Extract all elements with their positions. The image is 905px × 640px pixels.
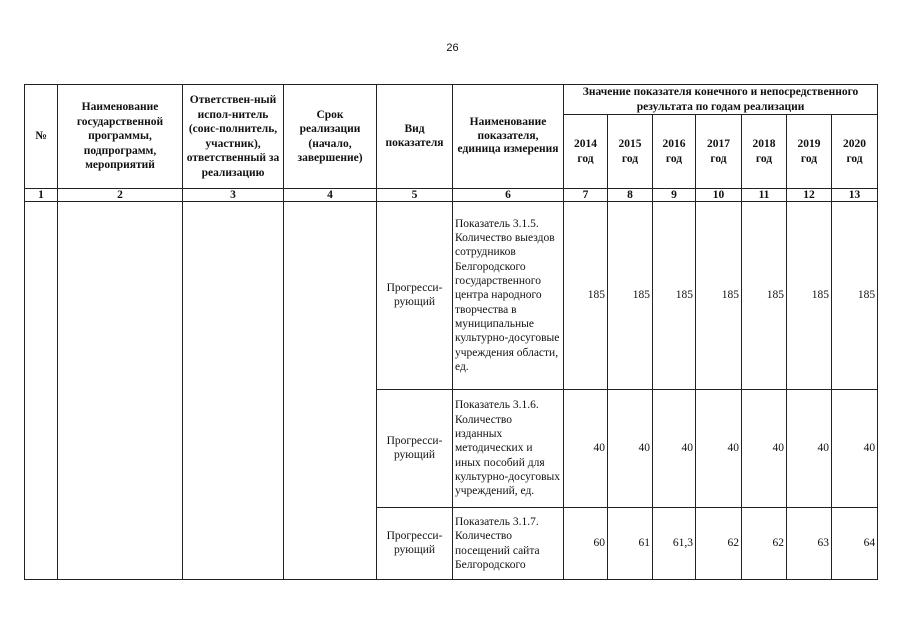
page-number: 26	[446, 42, 459, 54]
header-period: Срок реализации (начало, завершение)	[284, 85, 377, 189]
header-year: 2015 год	[608, 115, 653, 189]
value-cell: 185	[832, 202, 878, 390]
value-cell: 185	[696, 202, 742, 390]
value-cell: 40	[653, 390, 696, 508]
column-number: 13	[832, 189, 878, 202]
value-cell: 64	[832, 508, 878, 580]
indicator-name: Показатель 3.1.5. Количество выездов сотрудников Белгородского государственного центра народного творчества в муниципальные культурно-досуговые учреждения области, ед.	[453, 202, 564, 390]
cell-number-empty	[25, 202, 58, 580]
column-number: 3	[183, 189, 284, 202]
value-cell: 185	[787, 202, 832, 390]
value-cell: 60	[564, 508, 608, 580]
value-cell: 40	[742, 390, 787, 508]
value-cell: 40	[832, 390, 878, 508]
value-cell: 61,3	[653, 508, 696, 580]
value-cell: 185	[653, 202, 696, 390]
header-year: 2016 год	[653, 115, 696, 189]
header-values-group: Значение показателя конечного и непосредственного результата по годам реализации	[564, 85, 878, 115]
value-cell: 40	[787, 390, 832, 508]
header-year: 2020 год	[832, 115, 878, 189]
value-cell: 185	[742, 202, 787, 390]
cell-program-empty	[58, 202, 183, 580]
column-number: 8	[608, 189, 653, 202]
table-row	[25, 202, 878, 390]
indicator-kind: Прогресси-рующий	[377, 202, 453, 390]
value-cell: 40	[696, 390, 742, 508]
column-number: 2	[58, 189, 183, 202]
value-cell: 61	[608, 508, 653, 580]
indicators-table	[24, 84, 878, 580]
header-indicator-kind: Вид показателя	[377, 85, 453, 189]
column-number: 12	[787, 189, 832, 202]
column-number: 7	[564, 189, 608, 202]
column-number: 5	[377, 189, 453, 202]
header-program-name: Наименование государственной программы, подпрограмм, мероприятий	[58, 85, 183, 189]
header-indicator-name: Наименование показателя, единица измерения	[453, 85, 564, 189]
cell-responsible-empty	[183, 202, 284, 580]
value-cell: 62	[742, 508, 787, 580]
header-number: №	[25, 85, 58, 189]
cell-period-empty	[284, 202, 377, 580]
value-cell: 40	[564, 390, 608, 508]
value-cell: 185	[564, 202, 608, 390]
header-year: 2017 год	[696, 115, 742, 189]
indicator-name: Показатель 3.1.6. Количество изданных методических и иных пособий для культурно-досуговых учреждений, ед.	[453, 390, 564, 508]
header-year: 2019 год	[787, 115, 832, 189]
header-year: 2014 год	[564, 115, 608, 189]
header-responsible: Ответствен-ный испол-нитель (соис-полнитель, участник), ответственный за реализацию	[183, 85, 284, 189]
value-cell: 63	[787, 508, 832, 580]
column-number: 4	[284, 189, 377, 202]
value-cell: 185	[608, 202, 653, 390]
indicator-name: Показатель 3.1.7. Количество посещений сайта Белгородского	[453, 508, 564, 580]
indicator-kind: Прогресси-рующий	[377, 390, 453, 508]
indicator-kind: Прогресси-рующий	[377, 508, 453, 580]
header-year: 2018 год	[742, 115, 787, 189]
column-number: 11	[742, 189, 787, 202]
column-number: 6	[453, 189, 564, 202]
value-cell: 62	[696, 508, 742, 580]
value-cell: 40	[608, 390, 653, 508]
column-number: 10	[696, 189, 742, 202]
column-number: 9	[653, 189, 696, 202]
column-number: 1	[25, 189, 58, 202]
